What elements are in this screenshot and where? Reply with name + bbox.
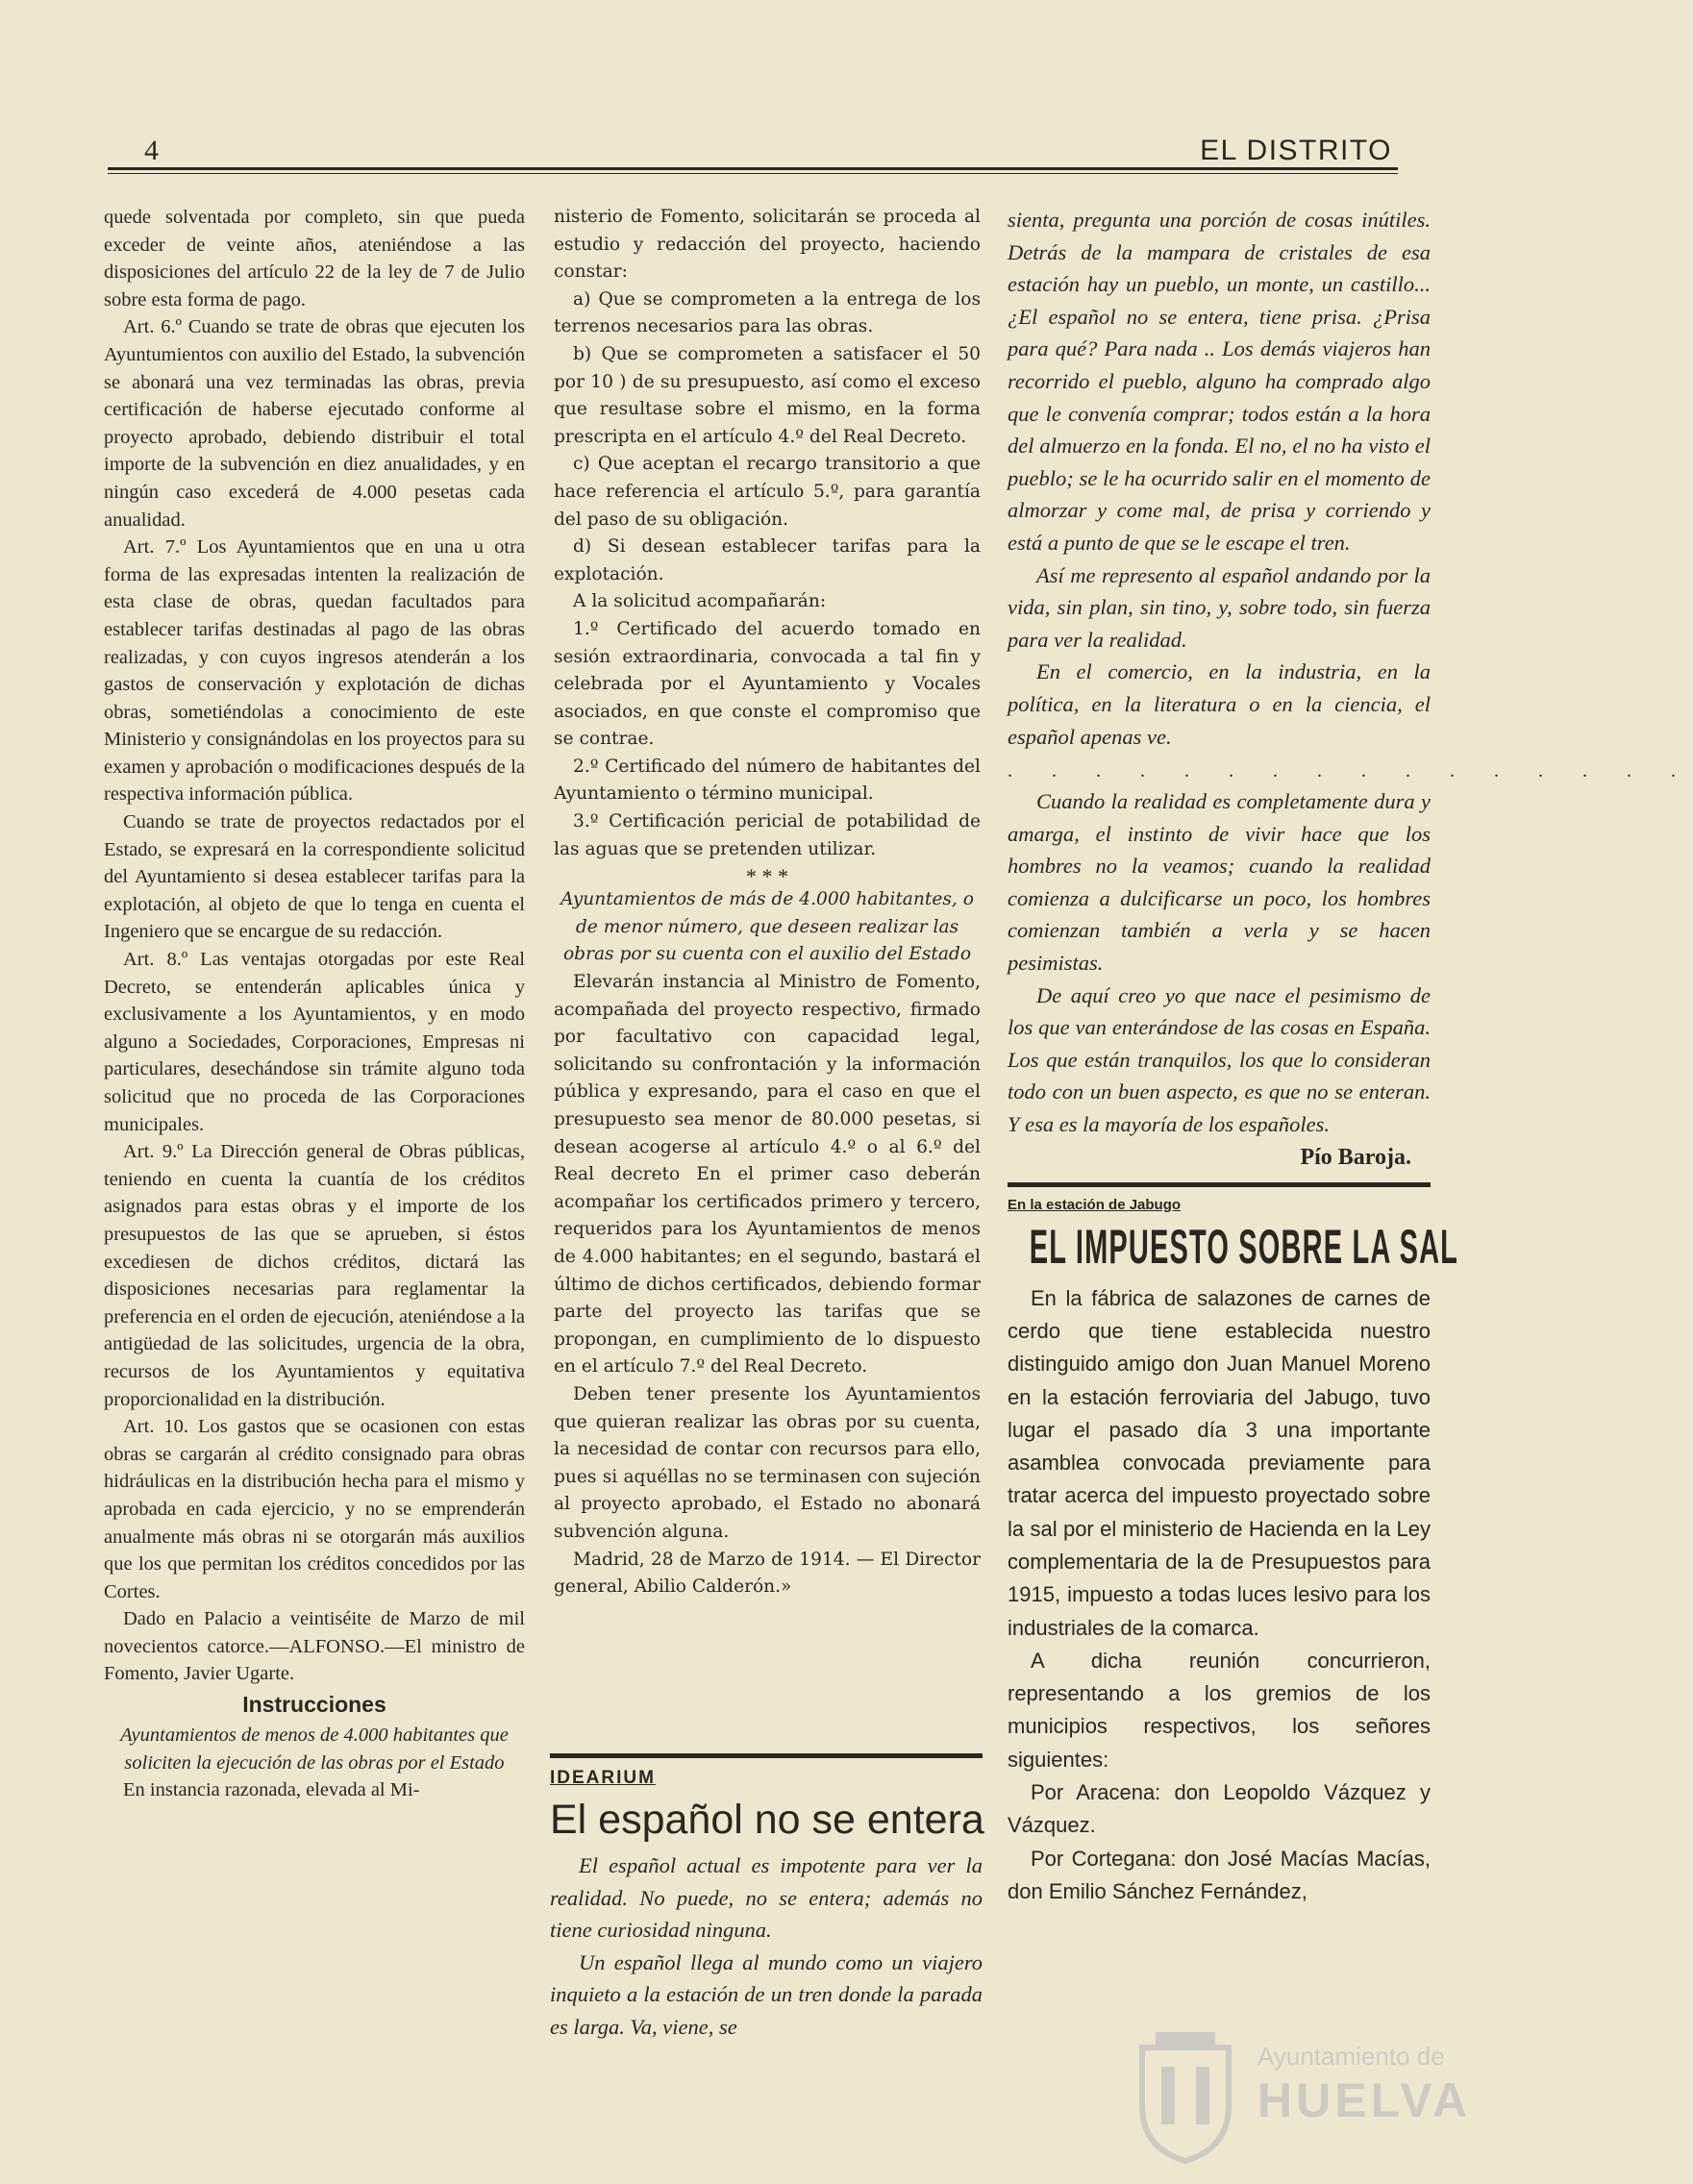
article-body: [550, 1849, 983, 2044]
article-headline: EL IMPUESTO SOBRE LA SAL: [1029, 1219, 1459, 1274]
paragraph: Madrid, 28 de Marzo de 1914. — El Director general, Abilio Calderón.»: [554, 1549, 981, 1598]
author-signature: Pío Baroja.: [1300, 1144, 1411, 1170]
column-2: [554, 204, 981, 1601]
paragraph: Deben tener presente los Ayuntamientos que quieran realizar las obras por su cuenta, la necesidad de contar con recursos para ello, pues si aquéllas no se terminasen con sujeción al proyecto aprobado, el Estado no abonará subvención alguna.: [554, 1383, 981, 1542]
paragraph: En instancia razonada, elevada al Mi-: [123, 1779, 420, 1801]
paragraph: Elevarán instancia al Ministro de Fomento, acompañada del proyecto respectivo, firmado por facultativo con capacidad legal, solicitando su confrontación y la información pública y expresando, para el caso en que el presupuesto sea menor de 80.000 pesetas, si desean acogerse al artículo 4.º o al 6.º del Real decreto En el primer caso deberán acompañar los certificados primero y tercero, requeridos para los Ayuntamientos de menos de 4.000 habitantes; en el segundo, bastará el último de dichos certificados, debiendo formar parte del proyecto las tarifas que se propongan, en cumplimiento de lo dispuesto en el artículo 7.º del Real Decreto.: [554, 972, 981, 1377]
watermark-line-2: HUELVA: [1257, 2073, 1472, 2127]
paragraph: Art. 9.º La Dirección general de Obras públicas, teniendo en cuenta la cuantía de los créditos asignados para estas obras y el importe de los presupuestos de las que se aprueben, si éstos excediesen de dichos créditos, dictará las disposiciones necesarias para reglamentar la preferencia en el orden de ejecución, ateniéndose a la antigüedad de las solicitudes, urgencia de la obra, recursos de los Ayuntamientos y equitativa proporcionalidad en la distribución.: [104, 1141, 525, 1410]
paragraph: Dado en Palacio a veintiséite de Marzo de mil novecientos catorce.—ALFONSO.—El ministro de Fomento, Javier Ugarte.: [104, 1608, 525, 1685]
paragraph: Por Aracena: don Leopoldo Vázquez y Vázquez.: [1008, 1780, 1431, 1838]
article-body: [1008, 1282, 1431, 1909]
paragraph: Cuando se trate de proyectos redactados por el Estado, se expresará en la correspondiente solicitud del Ayuntamiento si desea establecer tarifas para la explotación, al objeto de que lo tenga en cuenta el Ingeniero que se encargue de su redacción.: [104, 811, 525, 943]
paragraph: Un español llega al mundo como un viajero inquieto a la estación de un tren donde la parada es larga. Va, viene, se: [550, 1949, 983, 2039]
list-item: d) Si desean establecer tarifas para la explotación.: [554, 536, 981, 584]
article-kicker: En la estación de Jabugo: [1008, 1196, 1182, 1213]
page-number: 4: [144, 135, 159, 166]
paragraph: Por Cortegana: don José Macías Macías, don Emilio Sánchez Fernández,: [1008, 1846, 1431, 1903]
section-subheading: Ayuntamientos de menos de 4.000 habitantes que soliciten la ejecución de las obras por el Estado: [120, 1725, 509, 1774]
article-continuation: [1008, 204, 1693, 1141]
paragraph: Así me represento al español andando por la vida, sin plan, sin tino, y, sobre todo, sin fuerza para ver la realidad.: [1008, 562, 1431, 652]
section-heading: Instrucciones: [242, 1692, 386, 1718]
paragraph: El español actual es impotente para ver la realidad. No puede, no se entera; además no tiene curiosidad ninguna.: [550, 1853, 983, 1943]
dot-separator: . . . . . . . . . . . . . . . .: [1008, 760, 1693, 782]
header-rule: [108, 167, 1398, 174]
paragraph: En la fábrica de salazones de carnes de cerdo que tiene establecida nuestro distinguido amigo don Juan Manuel Moreno en la estación ferroviaria del Jabugo, tuvo lugar el pasado día 3 una importante asamblea convocada previamente para tratar acerca del impuesto proyectado sobre la sal por el ministerio de Hacienda en la Ley complementaria de la de Presupuestos para 1915, impuesto a todas luces lesivo para los industriales de la comarca.: [1008, 1285, 1431, 1640]
list-item: a) Que se comprometen a la entrega de los terrenos necesarios para las obras.: [554, 288, 981, 337]
idearium-section: [550, 1753, 983, 2044]
section-rule: [1008, 1182, 1431, 1187]
paragraph: Art. 7.º Los Ayuntamientos que en una u otra forma de las expresadas intenten la realización de esta clase de obras, quedan facultados para establecer tarifas destinadas al pago de las obras realizadas, y con cuyos ingresos atenderán a los gastos de conservación y explotación de dichas obras, sometiéndolas a conocimiento de este Ministerio y consignándolas en los proyectos para su examen y aprobación o modificaciones después de la respectiva información pública.: [104, 536, 525, 806]
paragraph: Art. 6.º Cuando se trate de obras que ejecuten los Ayuntumientos con auxilio del Estado, la subvención se abonará una vez terminadas las obras, previa certificación de haberse ejecutado conforme al proyecto aprobado, debiendo distribuir el total importe de la subvención en diez anualidades, y en ningún caso excederá de 4.000 pesetas cada anualidad.: [104, 316, 525, 531]
paragraph: A dicha reunión concurrieron, representando a los gremios de los municipios respectivos, los señores siguientes:: [1008, 1648, 1431, 1772]
column-3: [1008, 204, 1693, 1908]
list-item: c) Que aceptan el recargo transitorio a que hace referencia el artículo 5.º, para garantía del paso de su obligación.: [554, 454, 981, 530]
section-rule: [550, 1753, 983, 1758]
column-1: [104, 204, 525, 1804]
list-item: b) Que se comprometen a satisfacer el 50 por 10 ) de su presupuesto, así como el exceso que resultase sobre el mismo, en la forma prescripta en el artículo 4.º del Real Decreto.: [554, 343, 981, 447]
paragraph: A la solicitud acompañarán:: [573, 591, 827, 612]
paragraph: nisterio de Fomento, solicitarán se proceda al estudio y redacción del proyecto, haciendo constar:: [554, 207, 981, 283]
paragraph: quede solventada por completo, sin que pueda exceder de veinte años, ateniéndose a las disposiciones del artículo 22 de la ley de 7 de Julio sobre esta forma de pago.: [104, 207, 525, 310]
paragraph: Art. 10. Los gastos que se ocasionen con estas obras se cargarán al crédito consignado para obras hidráulicas en la distribución hecha para el mismo y aprobada en cada ejercicio, y no se emprenderán anualmente más obras ni se otorgarán más auxilios que los que permitan los créditos concedidos por las Cortes.: [104, 1416, 525, 1602]
section-label: IDEARIUM: [550, 1768, 656, 1788]
watermark-line-1: Ayuntamiento de: [1257, 2042, 1445, 2071]
paragraph: En el comercio, en la industria, en la política, en la literatura o en la ciencia, el español apenas ve.: [1008, 659, 1431, 749]
article-title: El español no se entera: [550, 1797, 984, 1843]
list-item: 3.º Certificación pericial de potabilidad de las aguas que se pretenden utilizar.: [554, 811, 981, 859]
paragraph: Art. 8.º Las ventajas otorgadas por este Real Decreto, se entenderán aplicables única y exclusivamente a los Ayuntamientos, y en modo alguno a Sociedades, Corporaciones, Empresas ni particulares, desechándose sin trámite alguno toda solicitud que no proceda de las Corporaciones municipales.: [104, 949, 525, 1135]
paragraph: De aquí creo yo que nace el pesimismo de los que van enterándose de las cosas en España. Los que están tranquilos, los que lo consideran todo con un buen aspecto, es que no se enteran. Y esa es la mayoría de los españoles.: [1008, 982, 1431, 1137]
paragraph: Cuando la realidad es completamente dura y amarga, el instinto de vivir hace que los hombres no la veamos; cuando la realidad comienza a dulcificarse un poco, los hombres comienzan también a verla y se hacen pesimistas.: [1008, 789, 1431, 976]
archive-watermark: [1133, 2028, 1472, 2172]
newspaper-name: EL DISTRITO: [1200, 135, 1392, 166]
coat-of-arms-icon: [1133, 2028, 1238, 2163]
section-subheading: Ayuntamientos de más de 4.000 habitantes, o de menor número, que deseen realizar las obras por su cuenta con el auxilio del Estado: [560, 889, 974, 965]
list-item: 2.º Certificado del número de habitantes del Ayuntamiento o término municipal.: [554, 756, 981, 805]
section-separator: * * *: [746, 864, 788, 889]
paragraph: sienta, pregunta una porción de cosas inútiles. Detrás de la mampara de cristales de esa estación hay un pueblo, un monte, un castillo... ¿El español no se entera, tiene prisa. ¿Prisa para qué? Para nada .. Los demás viajeros han recorrido el pueblo, alguno ha comprado algo que le convenía comprar; todos están a la hora del almuerzo en la fonda. El no, el no ha visto el pueblo; se le ha ocurrido salir en el momento de almorzar y come mal, de prisa y corriendo y está a punto de que se le escape el tren.: [1008, 208, 1431, 555]
list-item: 1.º Certificado del acuerdo tomado en sesión extraordinaria, convocada a tal fin y celebrada por el Ayuntamiento y Vocales asociados, en que conste el compromiso que se contrae.: [554, 618, 981, 750]
